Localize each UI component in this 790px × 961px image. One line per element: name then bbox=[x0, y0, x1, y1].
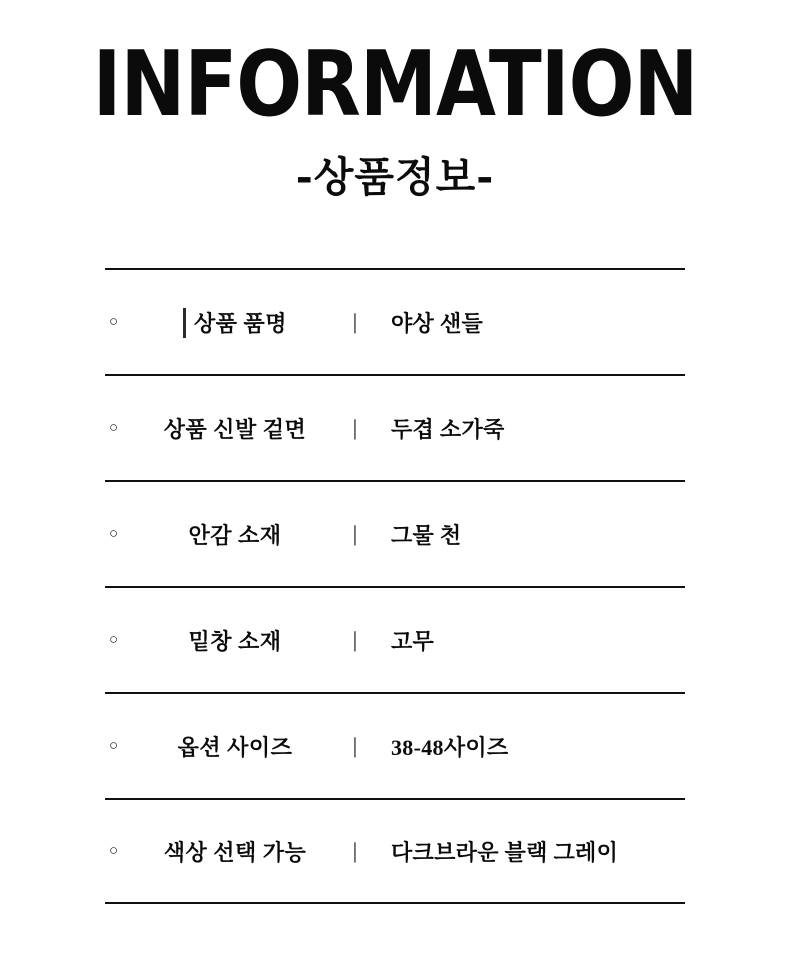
spec-label: 안감 소재 bbox=[135, 519, 335, 550]
spec-value: 38-48사이즈 bbox=[391, 734, 509, 760]
spec-label: 밑창 소재 bbox=[188, 628, 282, 654]
table-row bbox=[105, 692, 685, 798]
spec-value: 다크브라운 블랙 그레이 bbox=[391, 839, 619, 865]
table-row bbox=[105, 586, 685, 692]
bullet-icon: ○ bbox=[109, 419, 119, 436]
pen-mark-icon bbox=[183, 308, 186, 338]
spec-value: 고무 bbox=[375, 625, 685, 656]
column-divider: | bbox=[352, 521, 358, 547]
column-divider: | bbox=[352, 309, 358, 335]
bullet-icon: ○ bbox=[109, 842, 119, 859]
spec-label: 색상 선택 가능 bbox=[163, 839, 307, 865]
column-divider: | bbox=[352, 733, 358, 759]
page-title-english: INFORMATION bbox=[92, 31, 698, 137]
spec-label-text: 상품 품명 bbox=[193, 310, 287, 336]
bullet-icon: ○ bbox=[109, 737, 119, 754]
spec-value: 그물 천 bbox=[391, 522, 462, 548]
table-row bbox=[105, 798, 685, 904]
column-divider: | bbox=[352, 627, 358, 653]
column-divider: | bbox=[352, 415, 358, 441]
bullet-icon: ○ bbox=[109, 631, 119, 648]
bullet-icon: ○ bbox=[109, 313, 119, 330]
page-header bbox=[0, 0, 790, 203]
bullet-icon: ○ bbox=[109, 525, 119, 542]
table-row bbox=[105, 480, 685, 586]
spec-label bbox=[135, 307, 335, 338]
spec-value: 두겹 소가죽 bbox=[375, 413, 685, 444]
spec-value: 야상 샌들 bbox=[375, 307, 685, 338]
spec-label: 옵션 사이즈 bbox=[135, 731, 335, 762]
page-title-korean: -상품정보- bbox=[295, 153, 495, 202]
product-spec-table bbox=[105, 268, 685, 904]
table-row bbox=[105, 374, 685, 480]
spec-label: 상품 신발 겉면 bbox=[163, 416, 307, 442]
column-divider: | bbox=[352, 838, 358, 864]
table-row bbox=[105, 268, 685, 374]
